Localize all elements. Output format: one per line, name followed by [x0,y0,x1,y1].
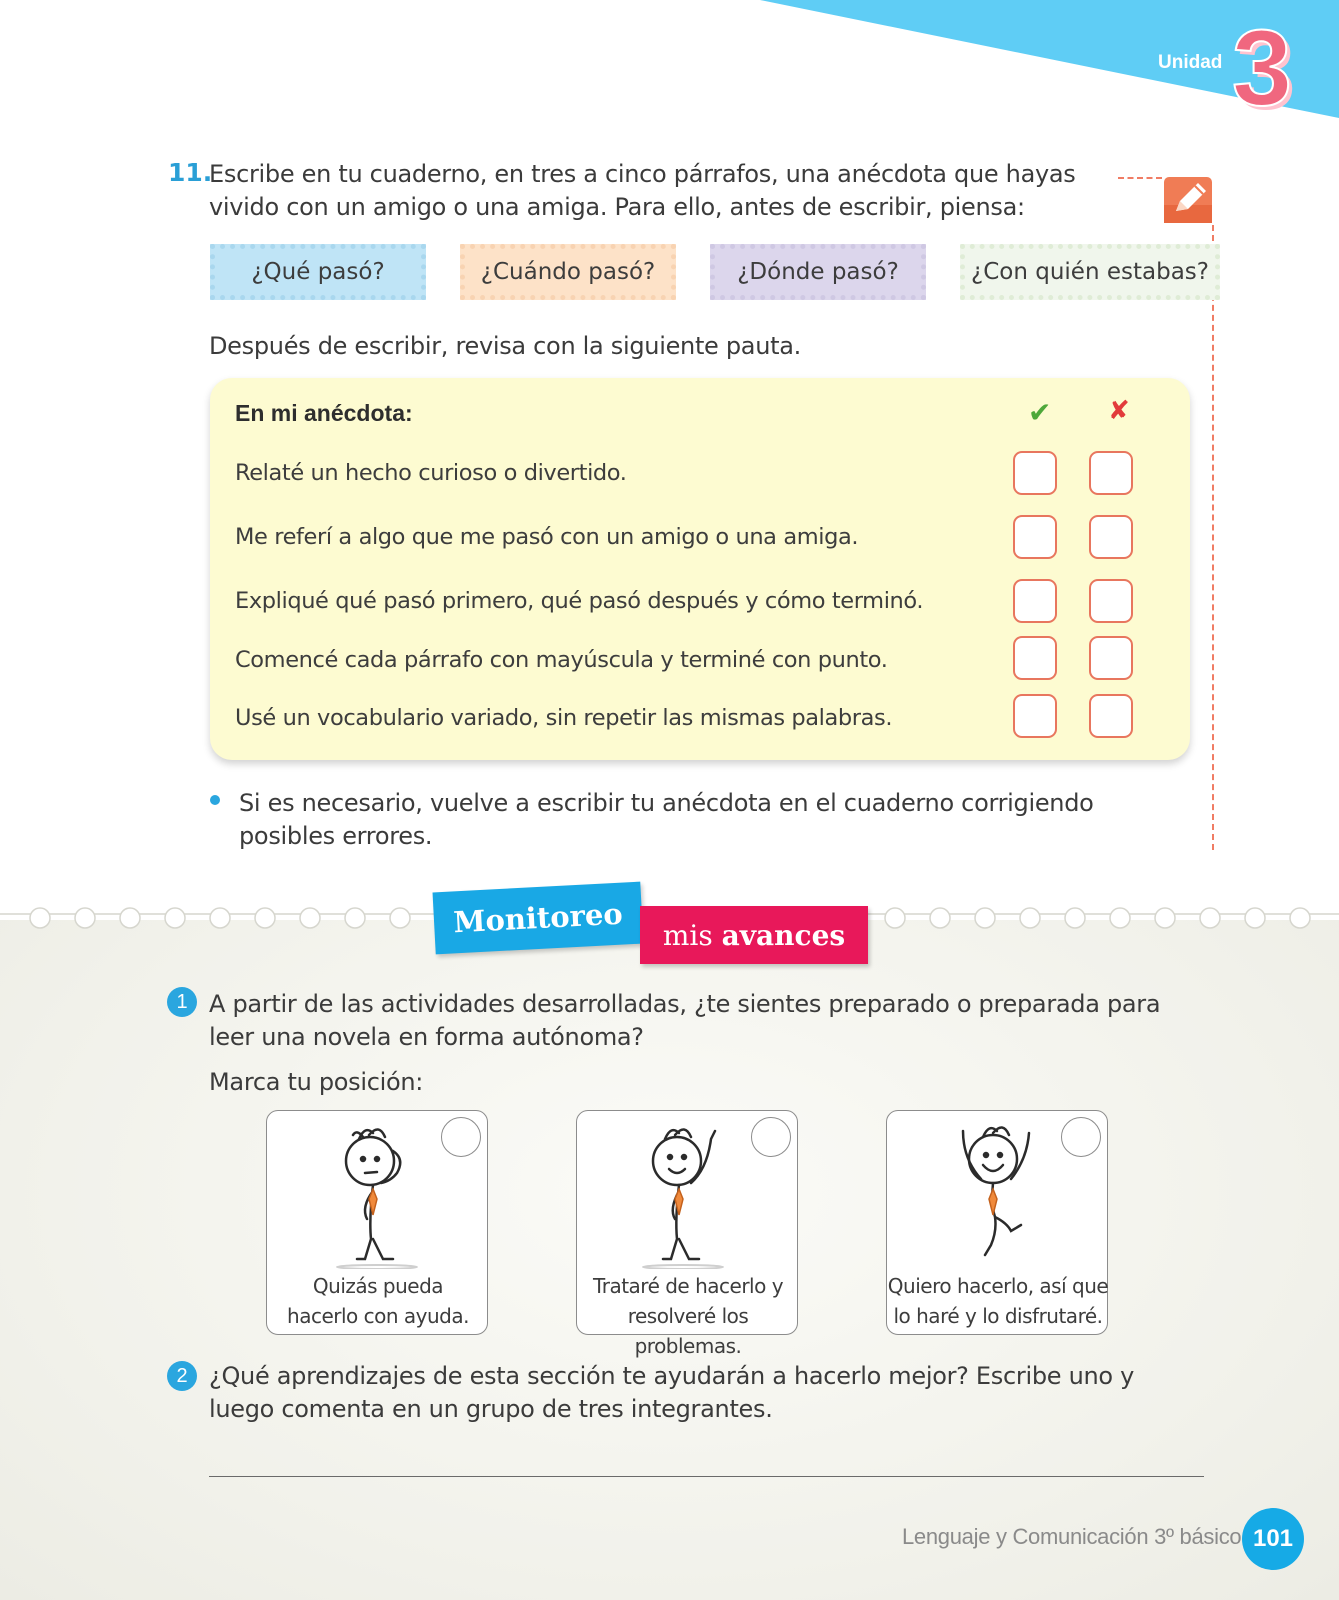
checkbox-no[interactable] [1089,579,1133,623]
question-tag-what: ¿Qué pasó? [210,244,426,300]
avances-title-mis: mis [662,918,722,952]
dashed-connector [1118,177,1162,179]
checkbox-no[interactable] [1089,636,1133,680]
checklist-header: En mi anécdota: [235,400,413,426]
checkbox-no[interactable] [1089,694,1133,738]
dashed-connector-vertical [1212,225,1214,850]
question-tag-where: ¿Dónde pasó? [710,244,926,300]
avances-title-avances: avances [721,918,846,952]
option-caption-line2: resolveré los problemas. [627,1304,749,1358]
question-1-text: A partir de las actividades desarrolladas, ¿te sientes preparado o preparada para leer una novela en forma autónoma? [209,990,1161,1051]
checkbox-yes[interactable] [1013,579,1057,623]
option-caption [577,1271,799,1361]
revision-checklist [210,378,1190,760]
answer-line[interactable] [209,1476,1204,1477]
checkbox-yes[interactable] [1013,694,1057,738]
option-caption [267,1271,489,1331]
question-tag-when: ¿Cuándo pasó? [460,244,676,300]
check-icon: ✔ [1028,396,1052,429]
option-caption-line1: Quizás pueda [312,1274,444,1298]
option-radio[interactable] [751,1117,791,1157]
checklist-item: Relaté un hecho curioso o divertido. [235,460,627,486]
option-caption-line1: Quiero hacerlo, así que [887,1274,1109,1298]
page-number: 101 [1242,1508,1304,1570]
checklist-item: Me referí a algo que me pasó con un amigo o una amiga. [235,524,859,550]
checklist-item: Expliqué qué pasó primero, qué pasó después y cómo terminó. [235,588,924,614]
checkbox-yes[interactable] [1013,515,1057,559]
activity-number: 11. [168,158,213,187]
bullet-text: Si es necesario, vuelve a escribir tu anécdota en el cuaderno corrigiendo posibles errores. [239,789,1094,850]
raising-hand-kid-icon [617,1119,757,1269]
thinking-kid-icon [307,1119,447,1269]
checkbox-no[interactable] [1089,515,1133,559]
avances-title [640,906,868,964]
unit-number: 3 [1232,7,1293,128]
question-tag-who: ¿Con quién estabas? [960,244,1220,300]
checklist-item: Usé un vocabulario variado, sin repetir las mismas palabras. [235,705,893,731]
footer-subject: Lenguaje y Comunicación 3º básico [902,1524,1242,1549]
after-writing-text: Después de escribir, revisa con la siguiente pauta. [209,332,801,360]
option-caption [887,1271,1109,1331]
monitoreo-title [433,882,644,955]
pencil-icon [1162,175,1214,225]
activity-instructions: Escribe en tu cuaderno, en tres a cinco párrafos, una anécdota que hayas vivido con un amigo o una amiga. Para ello, antes de escribir, piensa: [209,160,1076,221]
top-banner [0,0,1339,130]
question-1-instruction: Marca tu posición: [209,1068,424,1096]
option-radio[interactable] [1061,1117,1101,1157]
option-caption-line2: hacerlo con ayuda. [287,1304,469,1328]
jumping-kid-icon [927,1119,1067,1269]
option-caption-line1: Trataré de hacerlo y [592,1274,784,1298]
option-card-try[interactable] [576,1110,798,1358]
checkbox-yes[interactable] [1013,451,1057,495]
question-number-2: 2 [167,1361,197,1391]
option-card-enjoy[interactable] [886,1110,1108,1335]
checkbox-no[interactable] [1089,451,1133,495]
option-card-with-help[interactable] [266,1110,488,1335]
option-radio[interactable] [441,1117,481,1157]
cross-icon: ✘ [1108,396,1130,426]
question-number-1: 1 [167,987,197,1017]
bullet-dot [210,795,220,805]
question-2-text: ¿Qué aprendizajes de esta sección te ayudarán a hacerlo mejor? Escribe uno y luego comenta en un grupo de tres integrantes. [209,1362,1135,1423]
unit-label: Unidad [1158,52,1223,73]
option-caption-line2: lo haré y lo disfrutaré. [893,1304,1103,1328]
checkbox-yes[interactable] [1013,636,1057,680]
checklist-item: Comencé cada párrafo con mayúscula y terminé con punto. [235,647,888,673]
monitoreo-title-text: Monitoreo [452,896,624,940]
